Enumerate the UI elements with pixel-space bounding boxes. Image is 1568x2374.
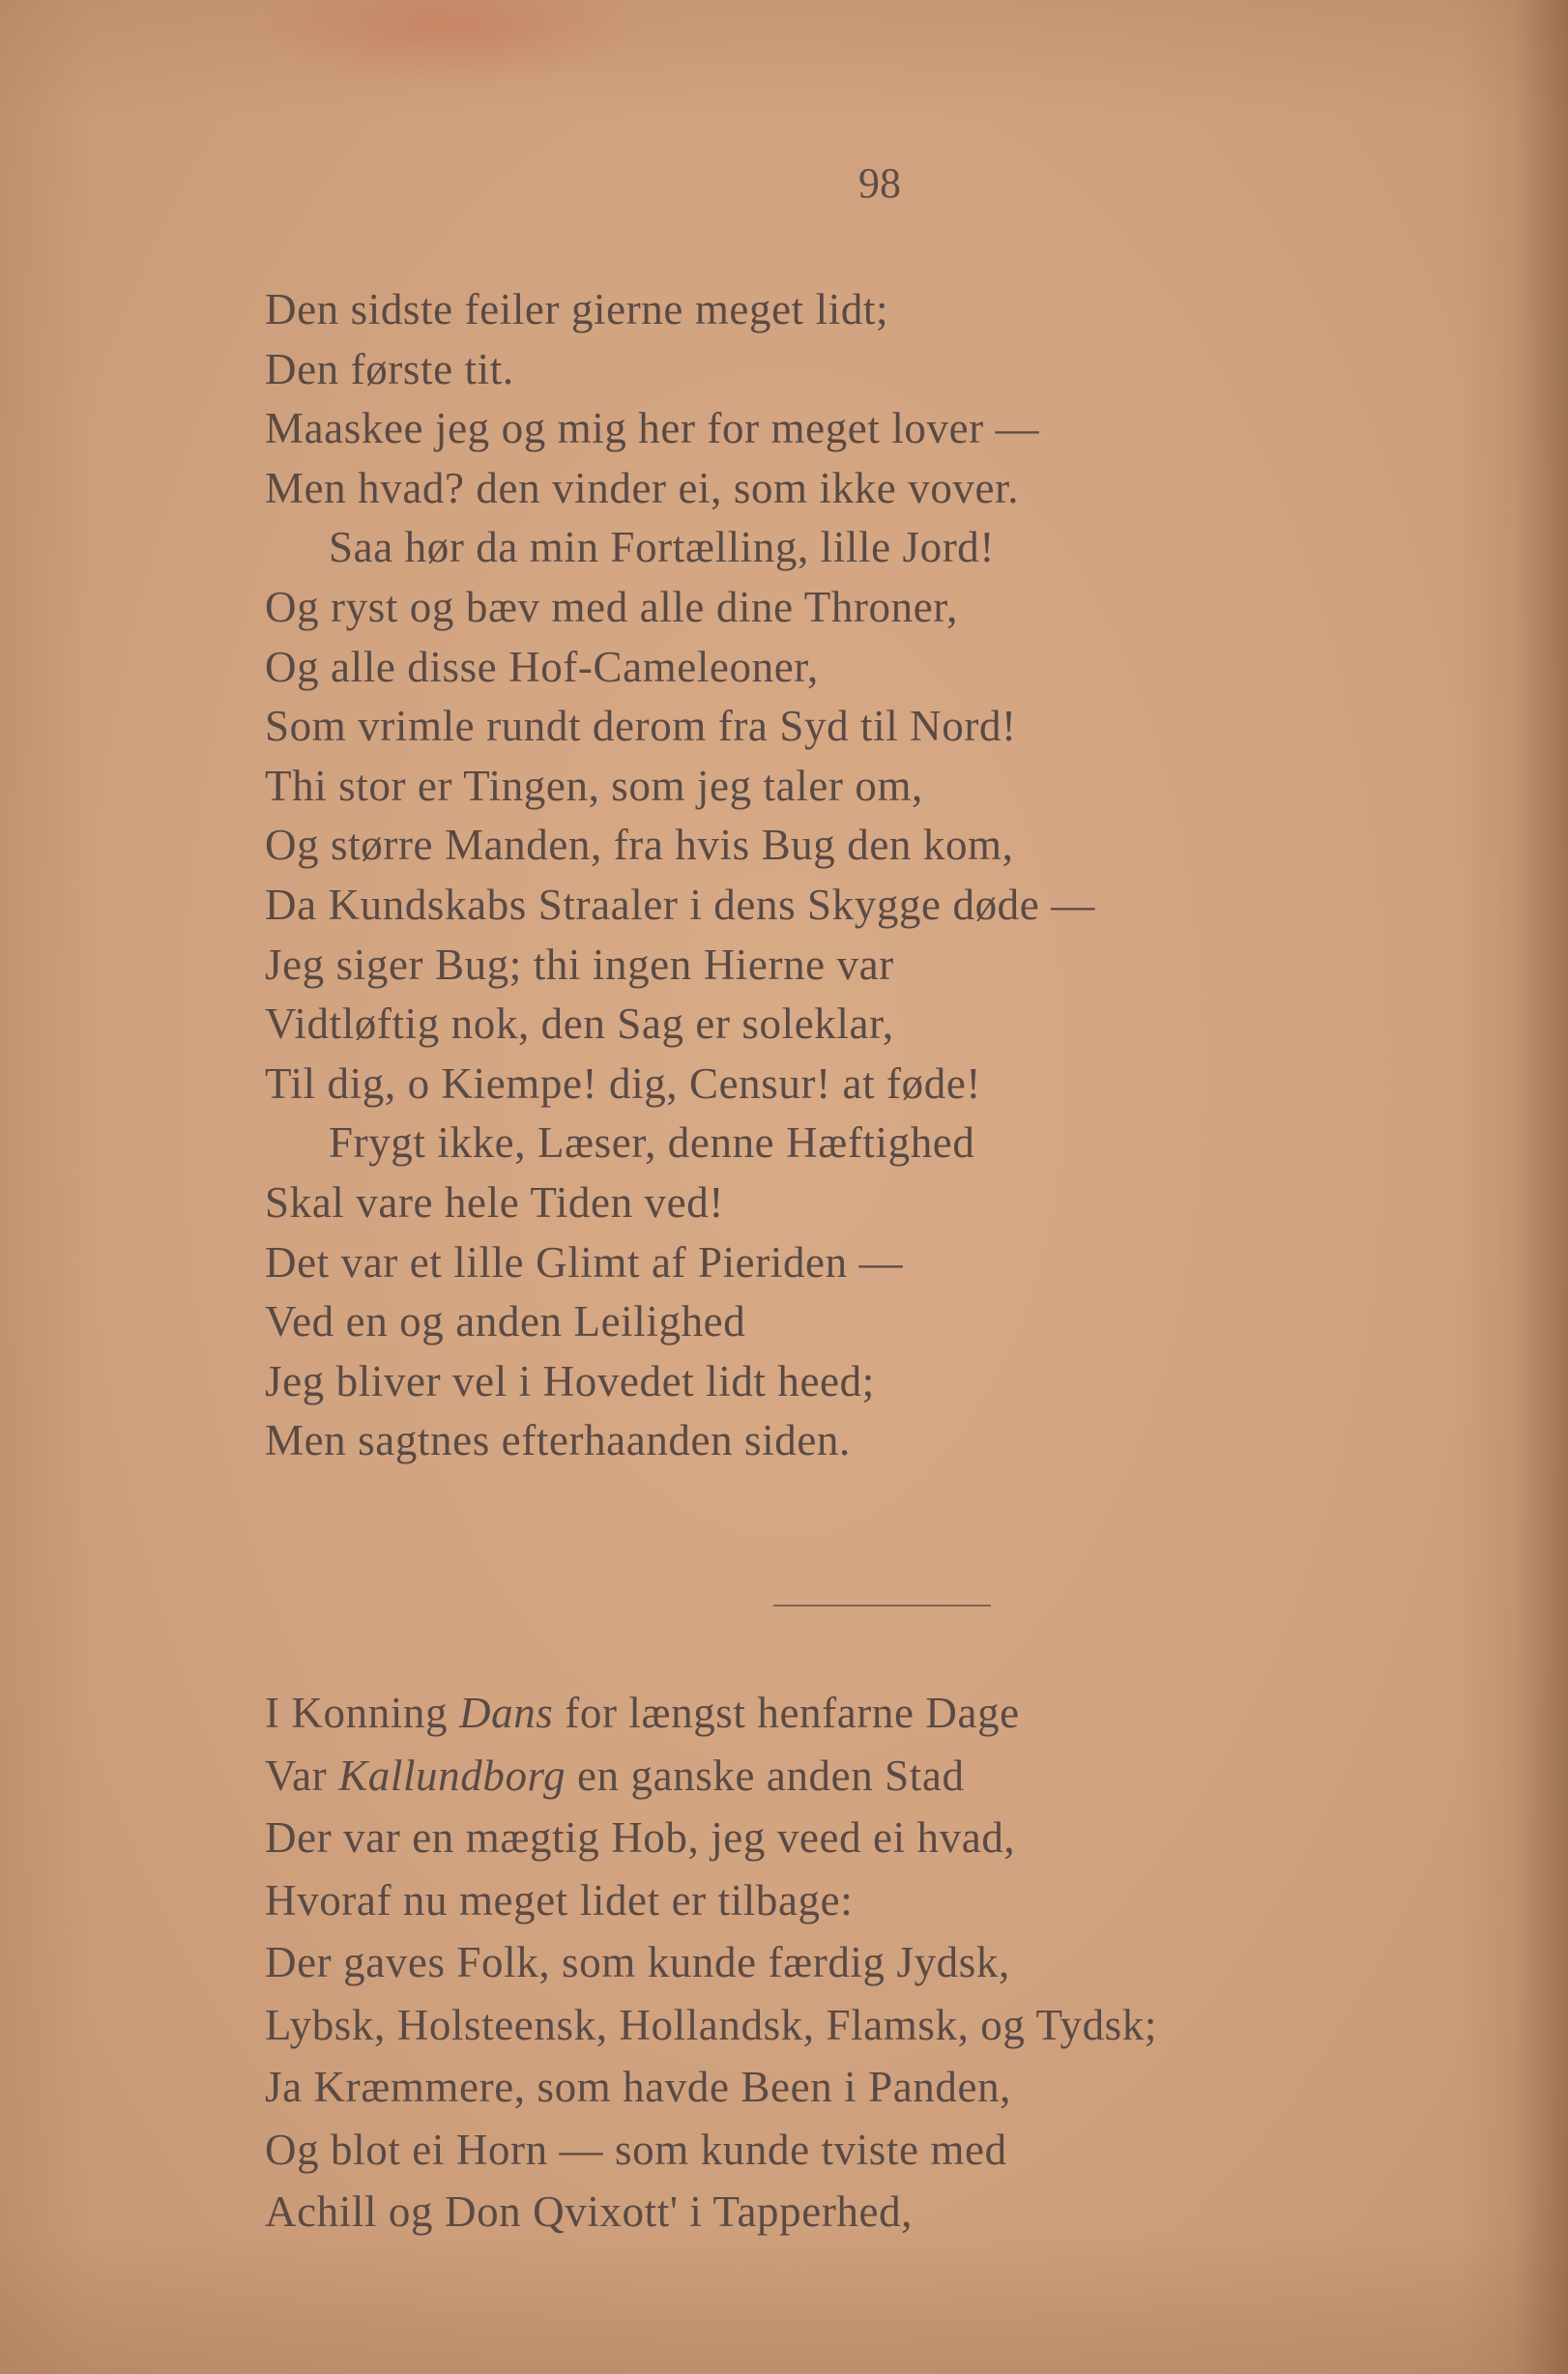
paper-stain bbox=[242, 0, 648, 87]
poem-line: Saa hør da min Fortælling, lille Jord! bbox=[329, 523, 995, 572]
poem-line: Som vrimle rundt derom fra Syd til Nord! bbox=[265, 702, 1017, 751]
poem-line: Og alle disse Hof-Cameleoner, bbox=[265, 642, 819, 691]
poem-line: Jeg siger Bug; thi ingen Hierne var bbox=[265, 940, 894, 989]
poem-line: Og ryst og bæv med alle dine Throner, bbox=[265, 582, 958, 631]
section-divider bbox=[773, 1605, 991, 1607]
poem-line: Achill og Don Qvixott' i Tapperhed, bbox=[265, 2187, 914, 2236]
poem-line-italic-name: Kallundborg bbox=[338, 1751, 566, 1800]
poem-line: Men sagtnes efterhaanden siden. bbox=[265, 1416, 851, 1465]
poem-line: Der gaves Folk, som kunde færdig Jydsk, bbox=[265, 1938, 1010, 1986]
poem-line-text: for længst henfarne Dage bbox=[553, 1689, 1020, 1737]
poem-line: Det var et lille Glimt af Pieriden — bbox=[265, 1237, 904, 1287]
poem-line-text: I Konning bbox=[265, 1689, 459, 1737]
poem-line-italic-name: Dans bbox=[459, 1689, 554, 1737]
poem-line: Frygt ikke, Læser, denne Hæftighed bbox=[329, 1118, 975, 1168]
poem-line: Ja Kræmmere, som havde Been i Panden, bbox=[265, 2063, 1012, 2111]
poem-line: Og blot ei Horn — som kunde tviste med bbox=[265, 2125, 1007, 2174]
page-number: 98 bbox=[858, 159, 901, 207]
poem-line: Lybsk, Holsteensk, Hollandsk, Flamsk, og Tydsk; bbox=[265, 2000, 1157, 2049]
poem-line: Den sidste feiler gierne meget lidt; bbox=[265, 285, 889, 333]
poem-line: Jeg bliver vel i Hovedet lidt heed; bbox=[265, 1356, 875, 1405]
poem-line: Maaskee jeg og mig her for meget lover — bbox=[265, 404, 1040, 453]
poem-line: Ved en og anden Leilighed bbox=[265, 1297, 746, 1346]
poem-line: Til dig, o Kiempe! dig, Censur! at føde! bbox=[265, 1058, 981, 1108]
poem-line: Hvoraf nu meget lidet er tilbage: bbox=[265, 1875, 854, 1925]
page-edge-shadow bbox=[1515, 0, 1568, 2374]
poem-line-text: en ganske anden Stad bbox=[566, 1751, 965, 1800]
poem-line: Den første tit. bbox=[265, 344, 514, 393]
poem-line-text: Var bbox=[265, 1751, 339, 1800]
poem-line: Der var en mægtig Hob, jeg veed ei hvad, bbox=[265, 1813, 1016, 1862]
poem-line: Vidtløftig nok, den Sag er soleklar, bbox=[265, 999, 894, 1049]
poem-section-2 bbox=[265, 1682, 1157, 2244]
poem-line: Skal vare hele Tiden ved! bbox=[265, 1177, 724, 1227]
poem-section-1 bbox=[265, 280, 1095, 1471]
poem-line: Thi stor er Tingen, som jeg taler om, bbox=[265, 761, 923, 810]
poem-line: Da Kundskabs Straaler i dens Skygge døde — bbox=[265, 880, 1095, 929]
poem-line: Og større Manden, fra hvis Bug den kom, bbox=[265, 821, 1014, 870]
poem-line: Men hvad? den vinder ei, som ikke vover. bbox=[265, 463, 1020, 512]
poem-line bbox=[265, 1682, 1157, 1745]
poem-line bbox=[265, 1745, 1157, 1808]
